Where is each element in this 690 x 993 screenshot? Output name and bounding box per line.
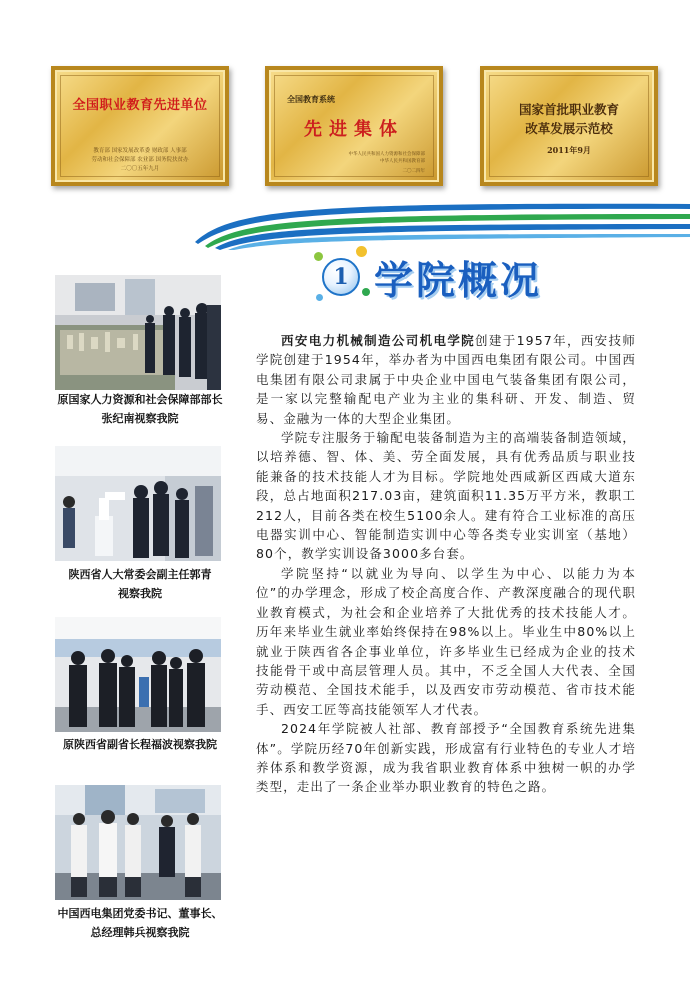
photo-image [55,617,221,732]
paragraph-text: 创建于1957年，西安技师学院创建于1954年，举办者为中国西电集团有限公司。中国西电集团有限公司隶属于中央企业中国电气装备集团有限公司，是一家以完整输配电产业为主业的集科研、开发、制造、贸易、金融为一体的大型企业集团。 [256,333,636,426]
caption-line: 总经理韩兵视察我院 [90,926,190,939]
decorative-dot [362,288,370,296]
caption-line: 原国家人力资源和社会保障部部长 [57,393,223,406]
photo-group-chairman-visit [55,785,221,900]
plaque-title-line: 改革发展示范校 [525,121,613,136]
caption-line: 中国西电集团党委书记、董事长、 [57,907,223,920]
photo-caption [40,904,240,942]
photo-caption [40,565,240,603]
paragraph-achievements: 2024年学院被人社部、教育部授予“全国教育系统先进集体”。学院历经70年创新实践，形成富有行业特色的专业人才培养体系和教学资源，成为我省职业教育体系中独树一帜的办学类型，走出了一条企业举办职业教育的特色之路。 [256,721,636,795]
paragraph-philosophy: 学院坚持“以就业为导向、以学生为中心、以能力为本位”的办学理念，形成了校企高度合作、产教深度融合的现代职业教育模式，为社会和企业培养了大批优秀的技术技能人才。历年来毕业生就业率始终保持在98%以上。毕业生中80%以上就业于陕西省各企事业单位，许多毕业生已经成为企业的技术技能骨干或中高层管理人员。其中，不乏全国人大代表、全国劳动模范、全国技术能手，以及西安市劳动模范、省市技术能手、西安工匠等高技能领军人才代表。 [256,565,636,717]
photo-vice-governor-visit [55,617,221,732]
college-overview-text [256,331,636,797]
paragraph-facilities: 学院专注服务于输配电装备制造为主的高端装备制造领域，以培养德、智、体、美、劳全面发展，具有优秀品质与职业技能兼备的技术技能人才为目标。学院地处西咸新区西咸大道东段，总占地面积217.03亩，建筑面积11.35万平方米，教职工212人，目前各类在校生5100余人。建有符合工业标准的高压电器实训中心、智能制造实训中心等各类专业实训室（基地）80个，教学实训设备3000多台套。 [256,430,636,562]
plaque-title: 先进集体 [304,119,404,140]
plaque-title: 全国职业教育先进单位 [72,98,208,113]
paragraph-history [256,331,636,428]
photo-caption [40,735,240,754]
college-name: 西安电力机械制造公司机电学院 [281,333,476,348]
photo-image [55,785,221,900]
plaque-issuers: 中华人民共和国人力资源和社会保障部 [348,152,425,157]
plaque-issuers: 中华人民共和国教育部 [380,159,425,164]
award-plaque-national-education-advanced-collective [265,66,443,186]
decorative-dot [316,294,323,301]
plaque-title-line: 国家首批职业教育 [518,102,619,117]
photo-provincial-congress-visit [55,446,221,561]
photo-minister-visit [55,275,221,390]
plaque-date: 二〇二四年 [402,169,425,174]
award-plaque-national-demonstration-school [480,66,658,186]
section-number-badge: 1 [322,258,360,296]
plaque-heading: 全国教育系统 [287,94,335,104]
photo-image [55,446,221,561]
section-heading [312,244,642,314]
decorative-swoosh-band [0,190,690,250]
plaque-title [484,100,654,138]
caption-line: 原陕西省副省长程福波视察我院 [63,738,217,751]
decorative-dot [356,246,367,257]
plaque-issuers: 教育部 国家发展改革委 财政部 人事部 [93,148,187,154]
plaque-date: 二〇〇五年九月 [120,166,160,172]
award-plaque-national-vocational-advanced-unit [51,66,229,186]
photo-image [55,275,221,390]
caption-line: 视察我院 [118,587,162,600]
caption-line: 陕西省人大常委会副主任郭青 [68,568,212,581]
plaque-date: 2011年9月 [547,145,591,155]
plaque-issuers: 劳动和社会保障部 农业部 国务院扶贫办 [91,157,189,163]
caption-line: 张纪南视察我院 [101,412,179,425]
decorative-dot [314,252,323,261]
photo-caption [40,390,240,428]
section-title: 学院概况 [374,258,543,304]
